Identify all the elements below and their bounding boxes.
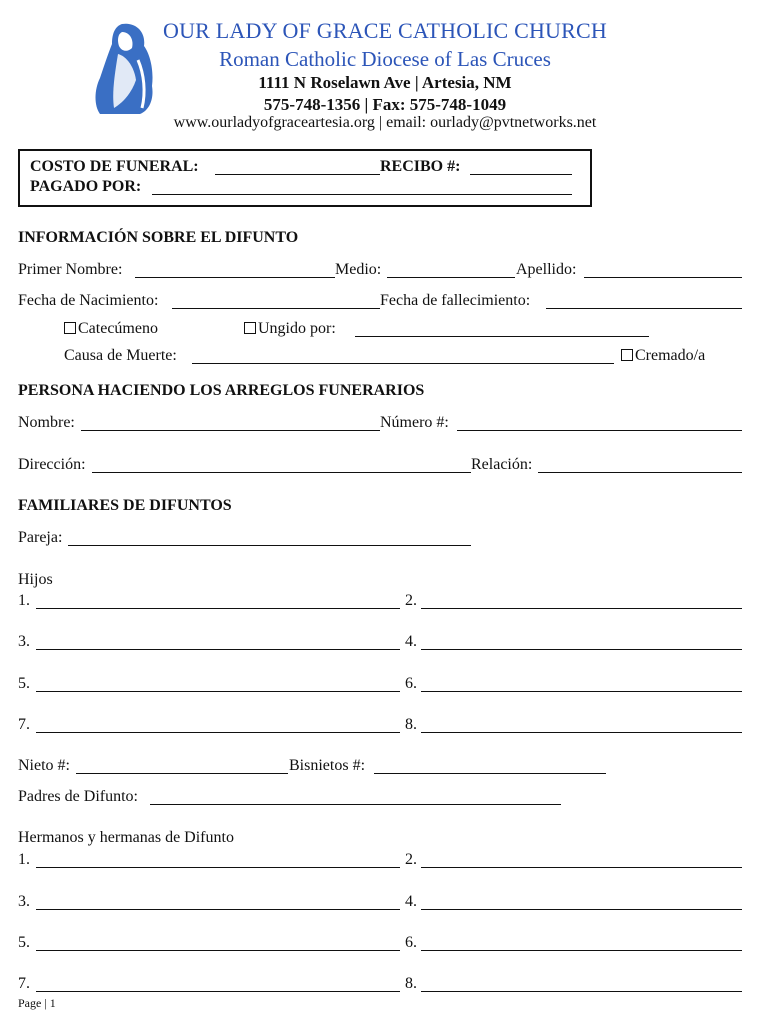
- sibling-5-field[interactable]: [36, 950, 400, 951]
- sibling-2-label: 2.: [405, 851, 417, 868]
- siblings-label: Hermanos y hermanas de Difunto: [18, 829, 234, 846]
- sibling-3-label: 3.: [18, 893, 30, 910]
- sibling-6-label: 6.: [405, 934, 417, 951]
- arranger-name-label: Nombre:: [18, 414, 75, 431]
- last-name-label: Apellido:: [516, 261, 577, 278]
- cremated-label: Cremado/a: [635, 347, 706, 364]
- child-7-field[interactable]: [36, 732, 400, 733]
- sibling-1-label: 1.: [18, 851, 30, 868]
- birth-date-field[interactable]: [172, 308, 380, 309]
- great-grandchildren-label: Bisnietos #:: [289, 757, 366, 774]
- spouse-field[interactable]: [68, 545, 471, 546]
- funeral-cost-label: COSTO DE FUNERAL:: [30, 158, 199, 175]
- receipt-field[interactable]: [470, 174, 572, 175]
- cause-of-death-label: Causa de Muerte:: [64, 347, 177, 364]
- catechumen-checkbox[interactable]: [64, 322, 76, 334]
- birth-date-label: Fecha de Nacimiento:: [18, 292, 159, 309]
- sibling-7-field[interactable]: [36, 991, 400, 992]
- great-grandchildren-field[interactable]: [374, 773, 606, 774]
- funeral-cost-field[interactable]: [215, 174, 380, 175]
- sibling-4-field[interactable]: [421, 909, 742, 910]
- child-1-field[interactable]: [36, 608, 400, 609]
- sibling-1-field[interactable]: [36, 867, 400, 868]
- catechumen-label: Catecúmeno: [78, 320, 158, 337]
- arranger-heading: PERSONA HACIENDO LOS ARREGLOS FUNERARIOS: [18, 382, 425, 399]
- first-name-field[interactable]: [135, 277, 335, 278]
- sibling-7-label: 7.: [18, 975, 30, 992]
- arranger-number-field[interactable]: [457, 430, 742, 431]
- sibling-6-field[interactable]: [421, 950, 742, 951]
- last-name-field[interactable]: [584, 277, 742, 278]
- arranger-number-label: Número #:: [380, 414, 449, 431]
- child-4-label: 4.: [405, 633, 417, 650]
- arranger-address-label: Dirección:: [18, 456, 86, 473]
- first-name-label: Primer Nombre:: [18, 261, 123, 278]
- middle-name-label: Medio:: [335, 261, 382, 278]
- sibling-4-label: 4.: [405, 893, 417, 910]
- child-6-field[interactable]: [421, 691, 742, 692]
- child-7-label: 7.: [18, 716, 30, 733]
- paid-by-field[interactable]: [152, 194, 572, 195]
- grandchildren-field[interactable]: [76, 773, 288, 774]
- anointed-option[interactable]: [244, 319, 336, 339]
- diocese-name: Roman Catholic Diocese of Las Cruces: [219, 47, 551, 71]
- receipt-label: RECIBO #:: [380, 158, 461, 175]
- parents-label: Padres de Difunto:: [18, 788, 138, 805]
- church-address: 1111 N Roselawn Ave | Artesia, NM: [258, 73, 512, 92]
- anointed-by-field[interactable]: [355, 336, 649, 337]
- child-2-label: 2.: [405, 592, 417, 609]
- cause-of-death-field[interactable]: [192, 363, 614, 364]
- anointed-label: Ungido por:: [258, 320, 336, 337]
- child-6-label: 6.: [405, 675, 417, 692]
- church-phones: 575-748-1356 | Fax: 575-748-1049: [263, 95, 507, 114]
- child-8-label: 8.: [405, 716, 417, 733]
- child-2-field[interactable]: [421, 608, 742, 609]
- child-4-field[interactable]: [421, 649, 742, 650]
- page-number: Page | 1: [18, 996, 56, 1010]
- child-5-label: 5.: [18, 675, 30, 692]
- cremated-checkbox[interactable]: [621, 349, 633, 361]
- death-date-label: Fecha de fallecimiento:: [380, 292, 531, 309]
- sibling-2-field[interactable]: [421, 867, 742, 868]
- child-3-label: 3.: [18, 633, 30, 650]
- paid-by-label: PAGADO POR:: [30, 178, 142, 195]
- child-3-field[interactable]: [36, 649, 400, 650]
- sibling-3-field[interactable]: [36, 909, 400, 910]
- deceased-heading: INFORMACIÓN SOBRE EL DIFUNTO: [18, 229, 299, 246]
- family-heading: FAMILIARES DE DIFUNTOS: [18, 497, 232, 514]
- sibling-8-label: 8.: [405, 975, 417, 992]
- death-date-field[interactable]: [546, 308, 742, 309]
- child-1-label: 1.: [18, 592, 30, 609]
- arranger-address-field[interactable]: [92, 472, 471, 473]
- middle-name-field[interactable]: [387, 277, 515, 278]
- catechumen-option[interactable]: [64, 319, 158, 339]
- sibling-5-label: 5.: [18, 934, 30, 951]
- spouse-label: Pareja:: [18, 529, 63, 546]
- children-label: Hijos: [18, 571, 53, 588]
- cremated-option[interactable]: [621, 346, 705, 366]
- grandchildren-label: Nieto #:: [18, 757, 70, 774]
- child-5-field[interactable]: [36, 691, 400, 692]
- arranger-name-field[interactable]: [81, 430, 380, 431]
- church-name: OUR LADY OF GRACE CATHOLIC CHURCH: [163, 18, 607, 43]
- parents-field[interactable]: [150, 804, 561, 805]
- church-web-email: www.ourladyofgraceartesia.org | email: ourlady@pvtnetworks.net: [173, 114, 597, 131]
- arranger-relation-label: Relación:: [471, 456, 533, 473]
- anointed-checkbox[interactable]: [244, 322, 256, 334]
- child-8-field[interactable]: [421, 732, 742, 733]
- sibling-8-field[interactable]: [421, 991, 742, 992]
- arranger-relation-field[interactable]: [538, 472, 742, 473]
